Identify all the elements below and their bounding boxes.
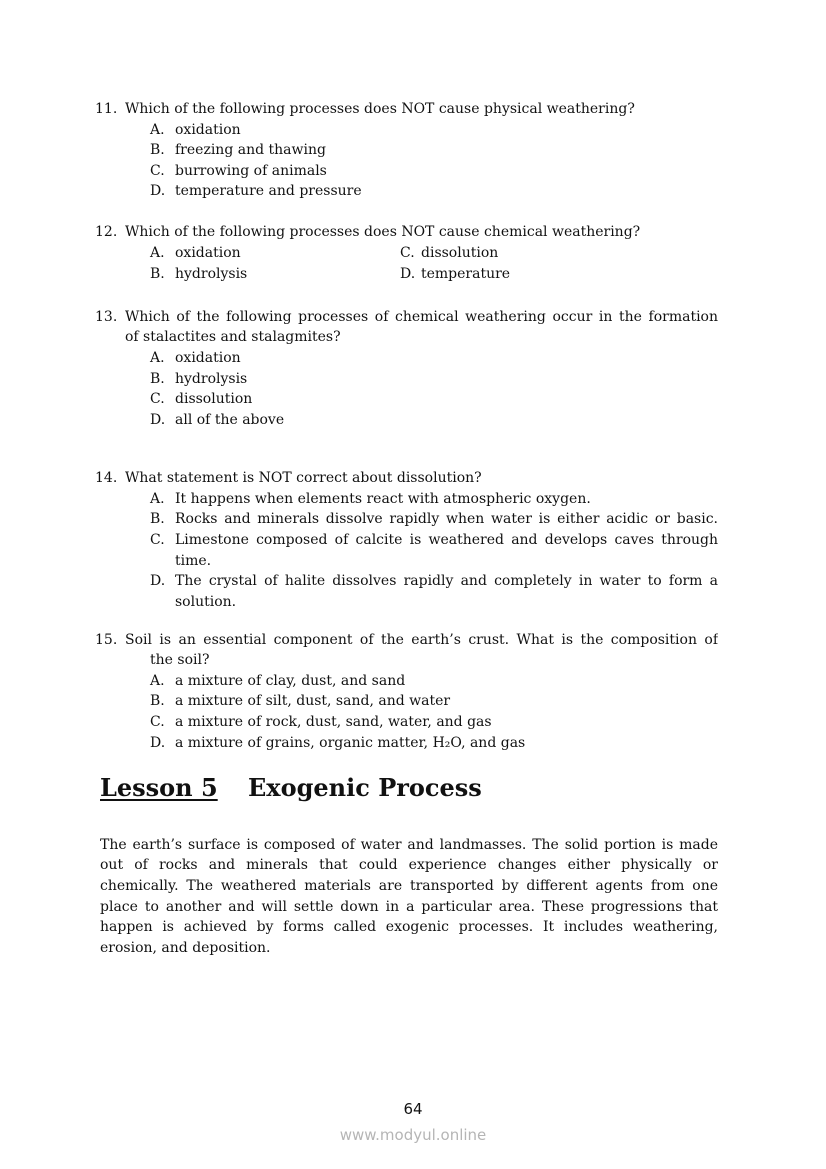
page-number: 64 — [403, 1100, 423, 1118]
option-text: freezing and thawing — [175, 142, 326, 158]
paragraph-line: happen is achieved by forms called exogenic processes. It includes weathering, — [100, 919, 718, 935]
question-stem: Which of the following processes does NOT cause physical weathering? — [125, 101, 635, 117]
option-letter: A. — [150, 673, 165, 689]
option-text: dissolution — [175, 391, 253, 407]
option-text: It happens when elements react with atmospheric oxygen. — [175, 491, 591, 507]
option-text: burrowing of animals — [175, 163, 327, 179]
option-letter: C. — [400, 245, 415, 261]
option-letter: D. — [150, 735, 166, 751]
option-text: dissolution — [421, 245, 499, 261]
question-stem: the soil? — [150, 652, 210, 668]
lesson-title: Exogenic Process — [248, 773, 482, 802]
question-stem: of stalactites and stalagmites? — [125, 329, 341, 345]
question-number: 13. — [95, 309, 118, 325]
question-number: 14. — [95, 470, 118, 486]
option-text: solution. — [175, 594, 237, 610]
lesson-label: Lesson 5 — [100, 773, 218, 802]
option-letter: C. — [150, 532, 165, 548]
paragraph-line: chemically. The weathered materials are transported by different agents from one — [100, 878, 718, 894]
option-letter: C. — [150, 391, 165, 407]
option-letter: A. — [150, 491, 165, 507]
option-letter: C. — [150, 714, 165, 730]
option-letter: D. — [150, 573, 166, 589]
option-letter: C. — [150, 163, 165, 179]
question-number: 11. — [95, 101, 118, 117]
option-text: temperature and pressure — [175, 183, 362, 199]
question-number: 15. — [95, 632, 118, 648]
option-letter: B. — [150, 142, 165, 158]
option-text: time. — [175, 553, 212, 569]
question-stem: Soil is an essential component of the earth’s crust. What is the composition of — [125, 632, 718, 648]
option-text: The crystal of halite dissolves rapidly and completely in water to form a — [175, 573, 718, 589]
option-text: a mixture of silt, dust, sand, and water — [175, 693, 451, 709]
option-text: hydrolysis — [175, 266, 248, 282]
paragraph-line: out of rocks and minerals that could experience changes either physically or — [100, 857, 718, 873]
option-letter: D. — [150, 183, 166, 199]
option-text: a mixture of clay, dust, and sand — [175, 673, 406, 689]
option-text: Rocks and minerals dissolve rapidly when water is either acidic or basic. — [175, 511, 718, 527]
option-text: oxidation — [175, 350, 241, 366]
watermark: www.modyul.online — [339, 1126, 487, 1144]
option-text: a mixture of grains, organic matter, H₂O, and gas — [175, 735, 526, 751]
option-text: a mixture of rock, dust, sand, water, and gas — [175, 714, 492, 730]
option-text: hydrolysis — [175, 371, 248, 387]
question-stem: What statement is NOT correct about dissolution? — [125, 470, 482, 486]
question-number: 12. — [95, 224, 118, 240]
paragraph-line: The earth’s surface is composed of water and landmasses. The solid portion is made — [100, 837, 718, 853]
option-letter: A. — [150, 245, 165, 261]
paragraph-line: place to another and will settle down in a particular area. These progressions that — [100, 899, 718, 915]
option-letter: B. — [150, 511, 165, 527]
option-letter: D. — [400, 266, 416, 282]
option-letter: A. — [150, 122, 165, 138]
question-stem: Which of the following processes does NOT cause chemical weathering? — [125, 224, 641, 240]
option-text: temperature — [421, 266, 511, 282]
option-letter: B. — [150, 693, 165, 709]
option-letter: B. — [150, 266, 165, 282]
option-letter: A. — [150, 350, 165, 366]
option-letter: D. — [150, 412, 166, 428]
paragraph-line: erosion, and deposition. — [100, 940, 271, 956]
option-text: all of the above — [175, 412, 285, 428]
option-text: oxidation — [175, 245, 241, 261]
option-letter: B. — [150, 371, 165, 387]
option-text: Limestone composed of calcite is weathered and develops caves through — [175, 532, 718, 548]
option-text: oxidation — [175, 122, 241, 138]
question-stem: Which of the following processes of chemical weathering occur in the formation — [125, 309, 718, 325]
